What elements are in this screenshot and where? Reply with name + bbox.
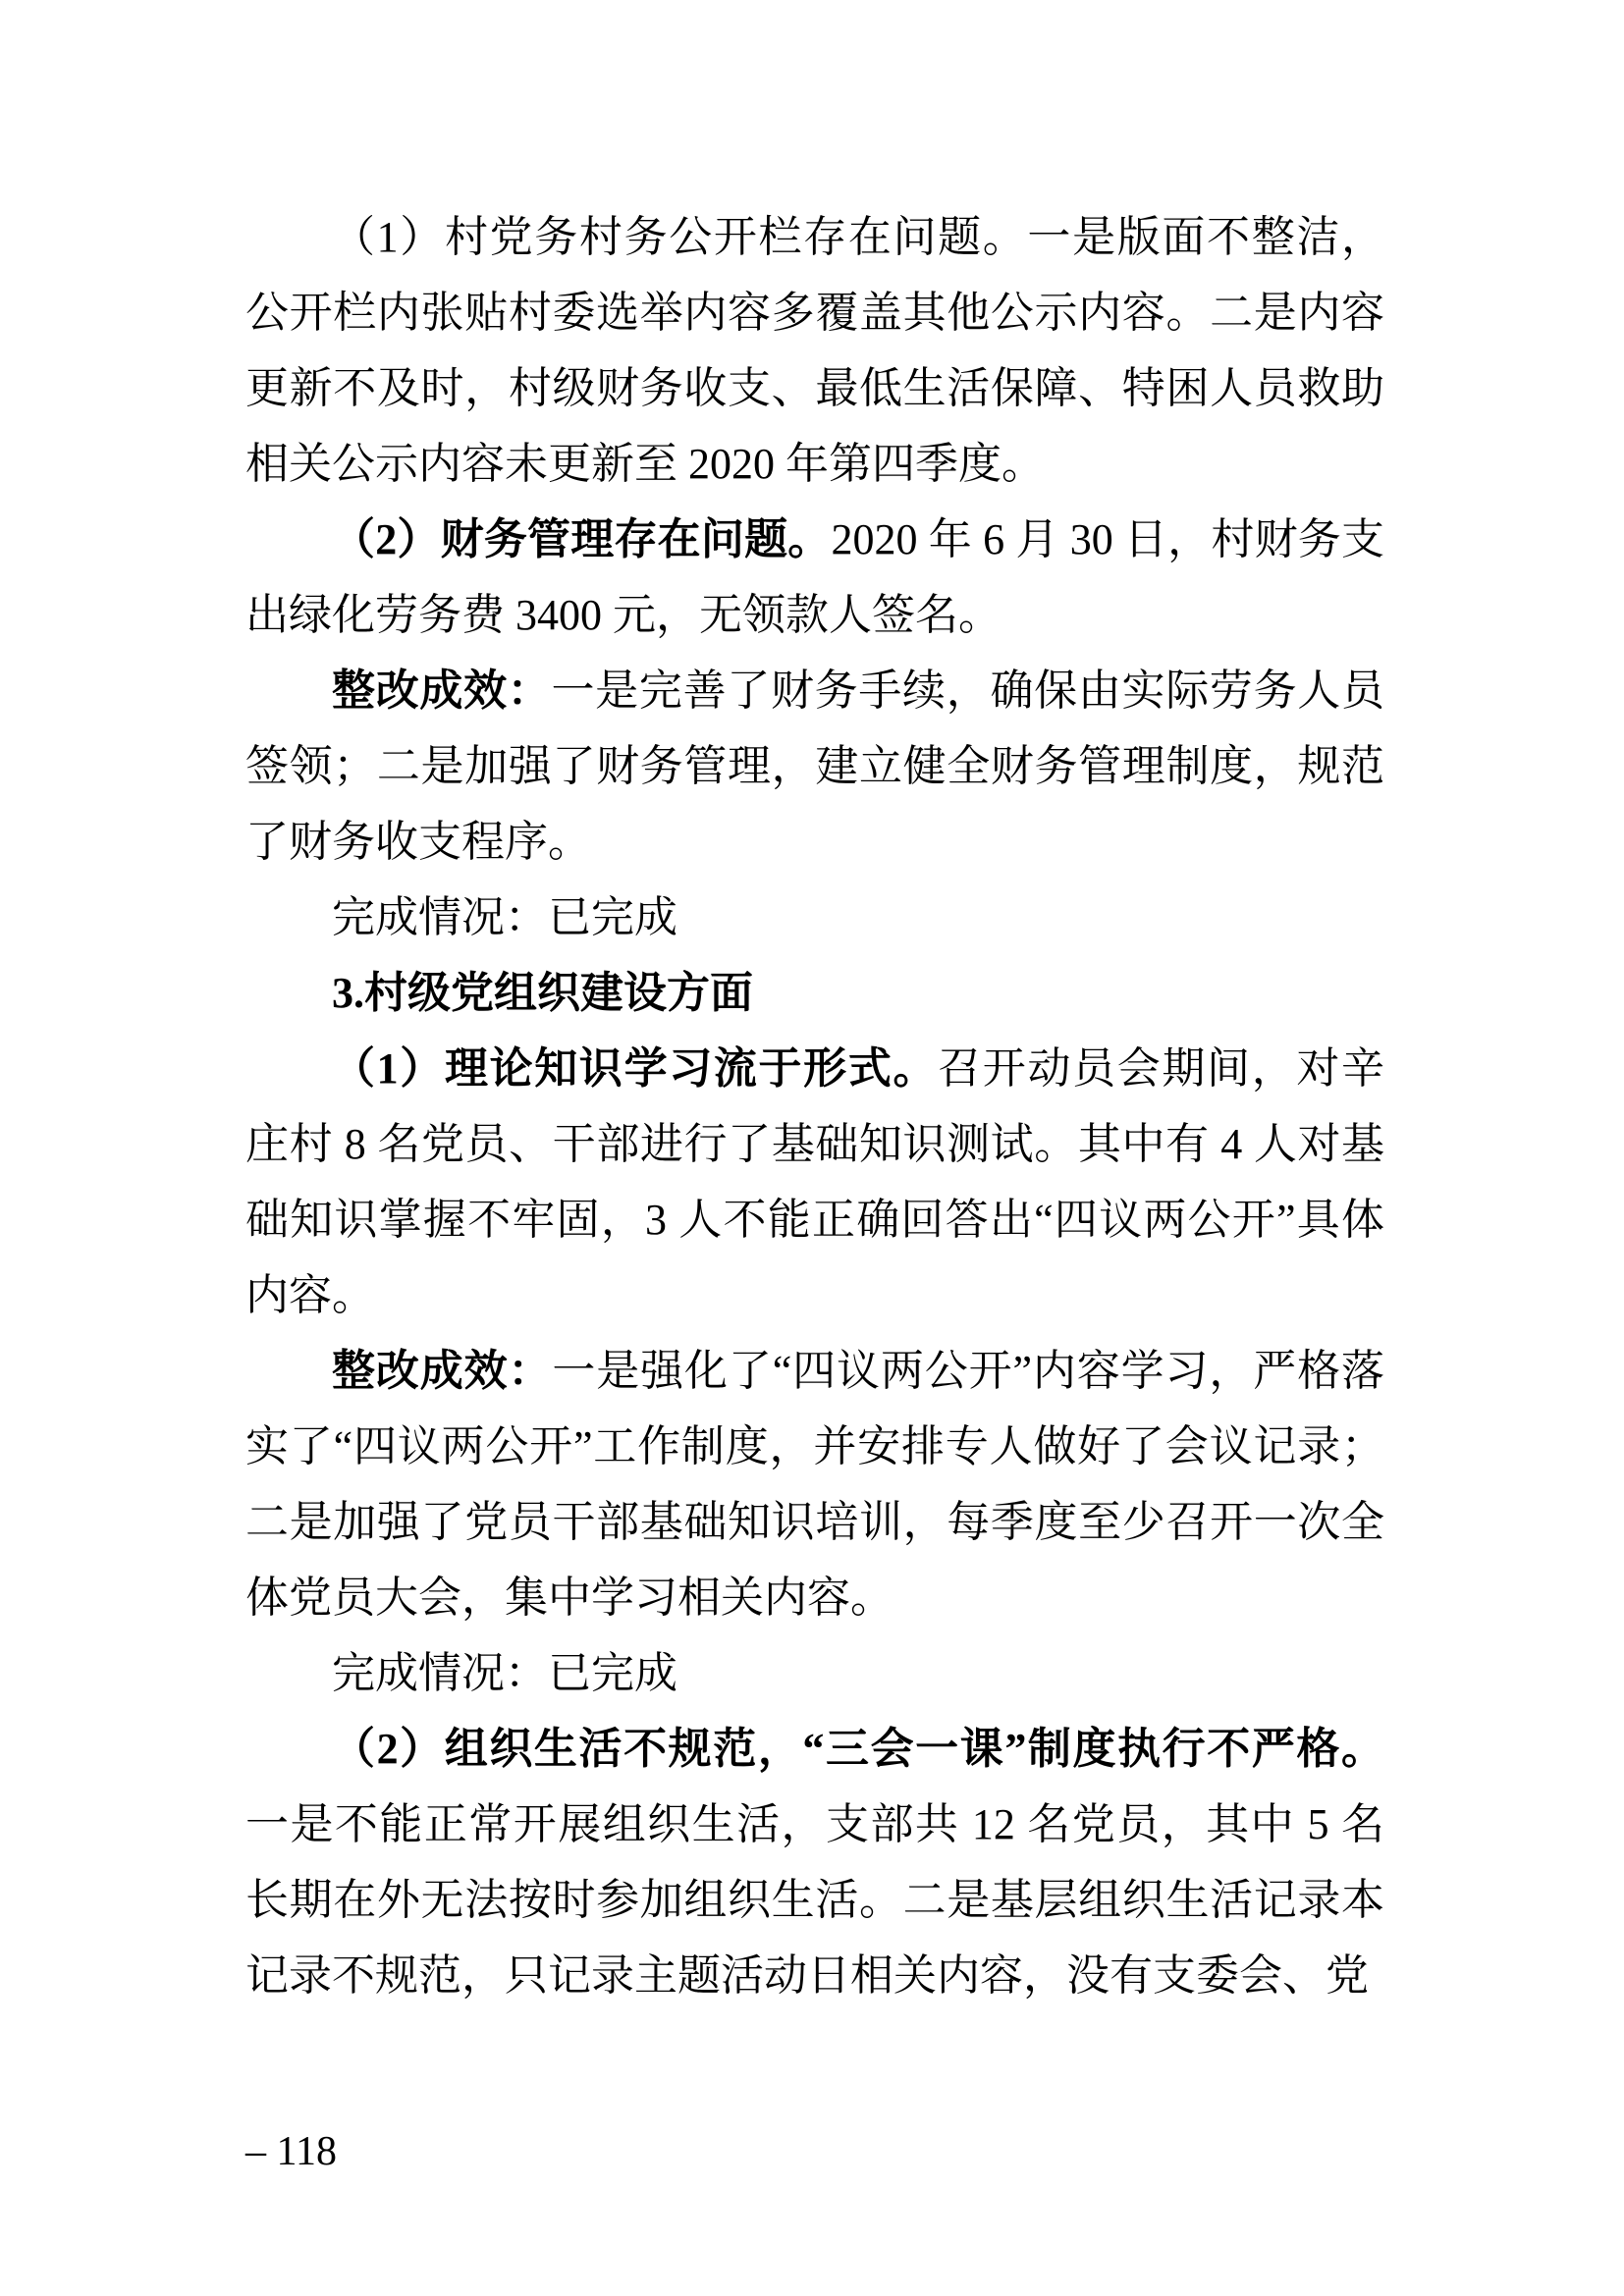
paragraph-rectification-result-1-text: 一是完善了财务手续，确保由实际劳务人员签领；二是加强了财务管理，建立健全财务管理制度，规范了财务收支程序。 (245, 667, 1385, 866)
paragraph-rectification-result-2-text: 一是强化了“四议两公开”内容学习，严格落实了“四议两公开”工作制度，并安排专人做好了会议记录；二是加强了党员干部基础知识培训，每季度至少召开一次全体党员大会，集中学习相关内容。 (245, 1347, 1385, 1622)
section-heading-3 (245, 955, 1384, 1031)
paragraph-problem-3-1-lead: （1）理论知识学习流于形式。 (332, 1044, 939, 1093)
page-number: – 118 (245, 2129, 337, 2174)
section-heading-3-lead: 3.村级党组织建设方面 (332, 969, 753, 1017)
paragraph-rectification-result-1 (245, 653, 1384, 880)
paragraph-rectification-result-2 (245, 1333, 1384, 1635)
paragraph-problem-1-text: （1）村党务村务公开栏存在问题。一是版面不整洁，公开栏内张贴村委选举内容多覆盖其他公示内容。二是内容更新不及时，村级财务收支、最低生活保障、特困人员救助相关公示内容未更新至 2020 年第四季度。 (245, 213, 1384, 488)
paragraph-rectification-result-2-lead: 整改成效： (332, 1347, 553, 1395)
paragraph-completion-status-1 (245, 880, 1384, 955)
paragraph-completion-status-2 (245, 1635, 1384, 1711)
paragraph-problem-1 (245, 199, 1384, 502)
paragraph-problem-3-1-text: 召开动员会期间，对辛庄村 8 名党员、干部进行了基础知识测试。其中有 4 人对基础知识掌握不牢固，3 人不能正确回答出“四议两公开”具体内容。 (245, 1044, 1385, 1319)
document-body (245, 199, 1384, 2013)
paragraph-rectification-result-1-lead: 整改成效： (332, 667, 552, 715)
paragraph-problem-3-2-text: 一是不能正常开展组织生活，支部共 12 名党员，其中 5 名长期在外无法按时参加组织生活。二是基层组织生活记录本记录不规范，只记录主题活动日相关内容，没有支委会、党 (245, 1800, 1384, 2000)
paragraph-problem-2-lead: （2）财务管理存在问题。 (332, 515, 832, 563)
paragraph-completion-status-1-text: 完成情况：已完成 (332, 893, 677, 941)
paragraph-problem-2 (245, 502, 1384, 653)
paragraph-problem-3-2-lead: （2）组织生活不规范，“三会一课”制度执行不严格。 (332, 1725, 1384, 1773)
paragraph-problem-3-1 (245, 1031, 1384, 1333)
paragraph-completion-status-2-text: 完成情况：已完成 (332, 1649, 677, 1697)
paragraph-problem-3-2 (245, 1711, 1384, 2013)
paragraph-problem-2-text: 2020 年 6 月 30 日，村财务支出绿化劳务费 3400 元，无领款人签名。 (245, 515, 1384, 639)
